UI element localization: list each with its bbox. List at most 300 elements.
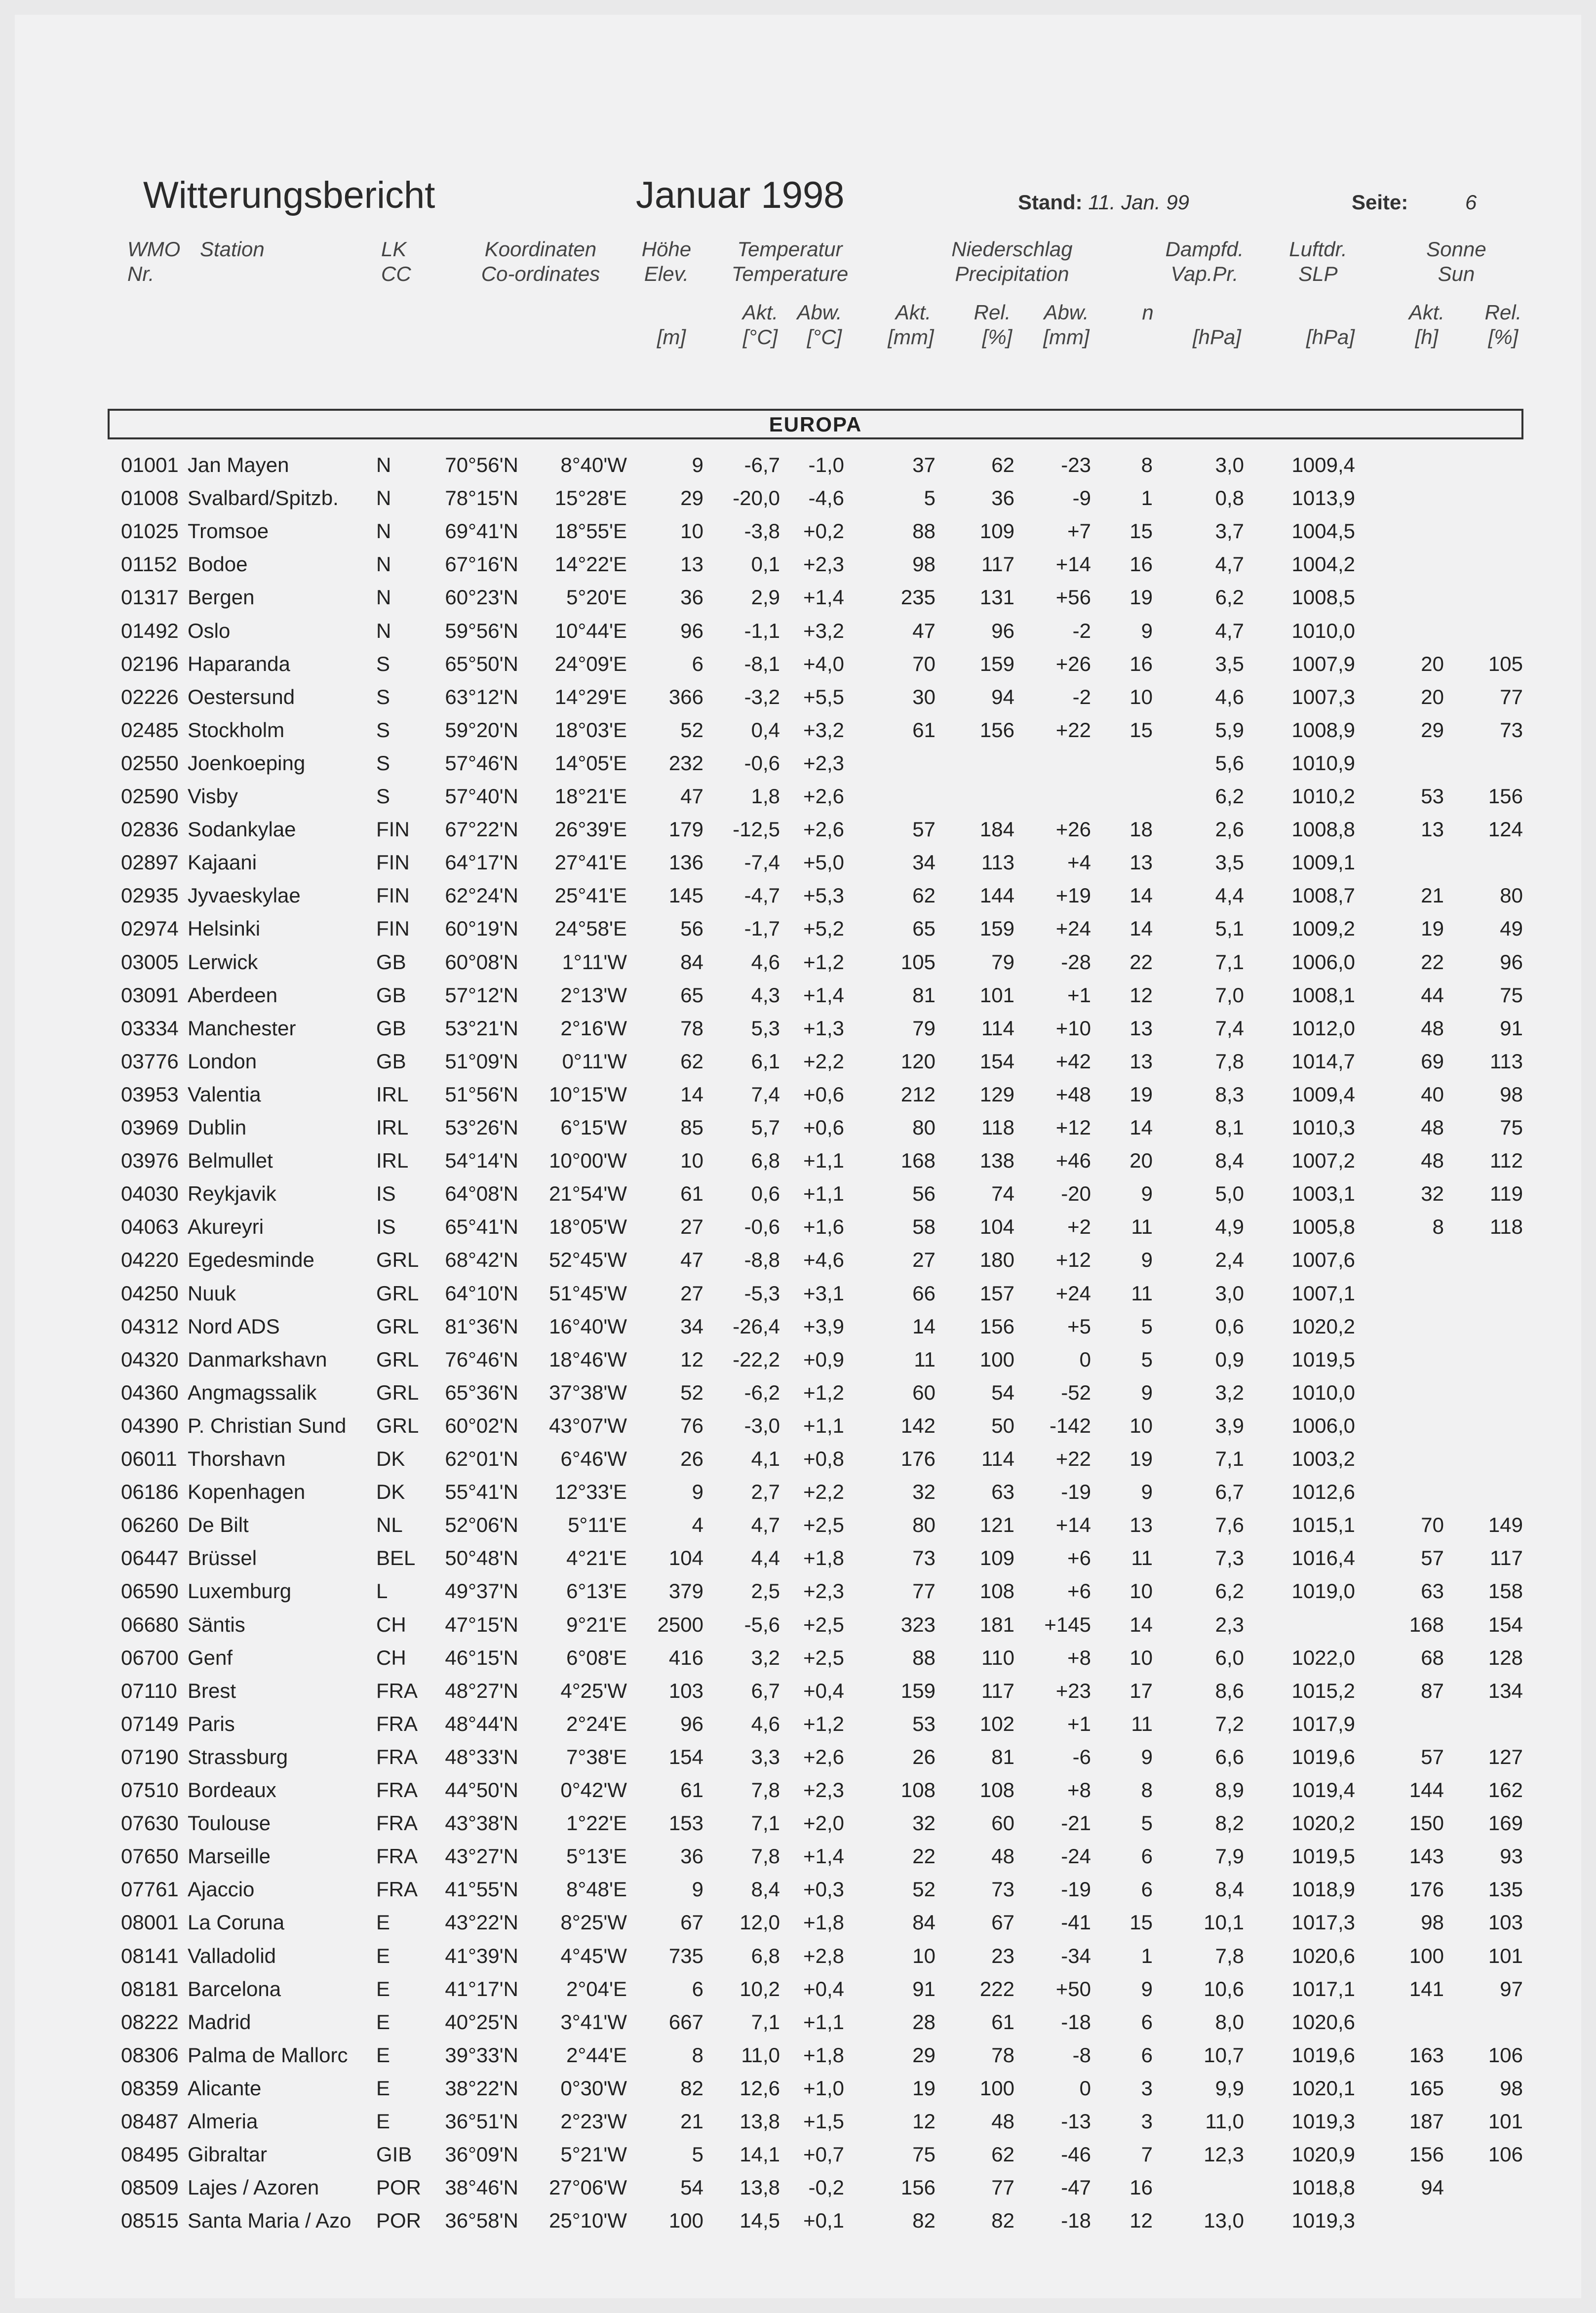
country-code: E	[376, 1977, 390, 2000]
country-code: FRA	[376, 1712, 418, 1735]
precip-actual: 80	[912, 1513, 935, 1537]
sun-relative: 75	[1500, 1116, 1523, 1139]
col-dampfd: Dampfd.	[1165, 237, 1244, 261]
station-name: Palma de Mallorc	[188, 2043, 348, 2067]
table-row	[0, 1712, 1596, 1745]
sun-hours: 44	[1421, 983, 1444, 1007]
latitude: 69°41'N	[445, 519, 518, 543]
sun-relative: 106	[1488, 2043, 1523, 2067]
elevation: 78	[680, 1016, 703, 1040]
sun-relative: 134	[1488, 1679, 1523, 1702]
wmo-number: 03976	[121, 1149, 179, 1173]
precip-actual: 80	[912, 1116, 935, 1139]
sea-level-pressure: 1005,8	[1291, 1215, 1355, 1239]
table-row	[0, 1844, 1596, 1878]
vapour-pressure: 5,6	[1215, 751, 1244, 775]
longitude: 12°33'E	[554, 1480, 627, 1504]
latitude: 57°40'N	[445, 784, 518, 808]
wmo-number: 02974	[121, 917, 179, 941]
latitude: 65°41'N	[445, 1215, 518, 1239]
temp-actual: 4,4	[751, 1546, 780, 1570]
elevation: 13	[680, 552, 703, 576]
table-row	[0, 1017, 1596, 1050]
station-name: Oestersund	[188, 685, 295, 708]
sun-hours: 165	[1409, 2076, 1444, 2100]
precip-relative: 159	[979, 917, 1014, 941]
temp-actual: 6,8	[751, 1944, 780, 1967]
temp-actual: 4,6	[751, 1712, 780, 1735]
station-name: Kopenhagen	[188, 1480, 306, 1504]
precip-relative: 102	[979, 1712, 1014, 1735]
elevation: 96	[680, 1712, 703, 1735]
temp-deviation: +0,4	[803, 1679, 844, 1702]
precip-relative: 48	[991, 1844, 1014, 1868]
wmo-number: 04320	[121, 1347, 179, 1371]
precip-relative: 94	[991, 685, 1014, 708]
precip-deviation: -142	[1049, 1413, 1091, 1437]
table-row	[0, 1778, 1596, 1811]
elevation: 153	[668, 1811, 703, 1835]
longitude: 0°42'W	[560, 1778, 627, 1802]
temp-actual: 10,2	[740, 1977, 780, 2000]
sun-relative: 101	[1488, 1944, 1523, 1967]
vapour-pressure: 3,5	[1215, 652, 1244, 675]
longitude: 3°41'W	[560, 2010, 627, 2034]
precip-days: 14	[1129, 917, 1153, 941]
precip-days: 9	[1141, 1182, 1153, 1206]
precip-actual: 156	[900, 2176, 935, 2199]
temp-deviation: +1,1	[803, 1182, 844, 1206]
table-row	[0, 2176, 1596, 2209]
station-name: Oslo	[188, 619, 231, 642]
longitude: 15°28'E	[554, 486, 627, 510]
wmo-number: 04312	[121, 1314, 179, 1338]
sea-level-pressure: 1010,9	[1291, 751, 1355, 775]
longitude: 26°39'E	[554, 818, 627, 841]
sun-hours: 48	[1421, 1116, 1444, 1139]
temp-deviation: +3,1	[803, 1281, 844, 1305]
precip-relative: 77	[991, 2176, 1014, 2199]
sun-relative: 96	[1500, 950, 1523, 974]
elevation: 103	[668, 1679, 703, 1702]
sun-relative: 49	[1500, 917, 1523, 941]
precip-actual: 22	[912, 1844, 935, 1868]
latitude: 57°12'N	[445, 983, 518, 1007]
longitude: 2°23'W	[560, 2110, 627, 2133]
station-name: Bordeaux	[188, 1778, 276, 1802]
temp-deviation: +0,7	[803, 2143, 844, 2166]
temp-actual: -3,8	[744, 519, 780, 543]
precip-days: 10	[1129, 685, 1153, 708]
temp-deviation: +5,0	[803, 851, 844, 874]
precip-days: 9	[1141, 1480, 1153, 1504]
longitude: 6°46'W	[560, 1447, 627, 1470]
col-prec-rel-unit: [%]	[982, 325, 1012, 349]
precip-deviation: +1	[1067, 983, 1091, 1007]
precip-deviation: -9	[1072, 486, 1091, 510]
longitude: 16°40'W	[549, 1314, 627, 1338]
latitude: 41°55'N	[445, 1878, 518, 1901]
sea-level-pressure: 1008,1	[1291, 983, 1355, 1007]
temp-deviation: +2,3	[803, 751, 844, 775]
longitude: 4°25'W	[560, 1679, 627, 1702]
temp-actual: -3,0	[744, 1413, 780, 1437]
temp-actual: 6,1	[751, 1049, 780, 1073]
temp-actual: -6,7	[744, 453, 780, 476]
longitude: 2°44'E	[566, 2043, 627, 2067]
table-row	[0, 1215, 1596, 1248]
precip-deviation: -18	[1061, 2010, 1091, 2034]
temp-actual: 0,4	[751, 718, 780, 742]
col-temp-akt-unit: [°C]	[742, 325, 778, 349]
sea-level-pressure: 1009,4	[1291, 453, 1355, 476]
precip-relative: 181	[979, 1612, 1014, 1636]
sun-hours: 20	[1421, 685, 1444, 708]
temp-actual: 8,4	[751, 1878, 780, 1901]
vapour-pressure: 5,9	[1215, 718, 1244, 742]
sea-level-pressure: 1017,9	[1291, 1712, 1355, 1735]
precip-relative: 222	[979, 1977, 1014, 2000]
precip-days: 16	[1129, 652, 1153, 675]
vapour-pressure: 8,1	[1215, 1116, 1244, 1139]
country-code: GB	[376, 1016, 406, 1040]
temp-actual: 3,2	[751, 1646, 780, 1669]
latitude: 62°01'N	[445, 1447, 518, 1470]
precip-deviation: -18	[1061, 2209, 1091, 2233]
elevation: 84	[680, 950, 703, 974]
precip-deviation: +12	[1055, 1248, 1091, 1272]
elevation: 136	[668, 851, 703, 874]
vapour-pressure: 8,0	[1215, 2010, 1244, 2034]
longitude: 2°13'W	[560, 983, 627, 1007]
country-code: GB	[376, 950, 406, 974]
precip-relative: 79	[991, 950, 1014, 974]
precip-deviation: +10	[1055, 1016, 1091, 1040]
precip-deviation: +50	[1055, 1977, 1091, 2000]
table-row	[0, 718, 1596, 751]
temp-actual: 4,3	[751, 983, 780, 1007]
precip-deviation: +24	[1055, 917, 1091, 941]
station-name: Reykjavik	[188, 1182, 276, 1206]
report-month: Januar 1998	[636, 174, 845, 216]
sea-level-pressure: 1017,3	[1291, 1911, 1355, 1934]
precip-relative: 110	[981, 1646, 1014, 1669]
precip-deviation: +14	[1055, 1513, 1091, 1537]
country-code: N	[376, 519, 391, 543]
station-name: Santa Maria / Azo	[188, 2209, 351, 2233]
col-prec-akt-unit: [mm]	[888, 325, 934, 349]
vapour-pressure: 3,0	[1215, 1281, 1244, 1305]
latitude: 38°46'N	[445, 2176, 518, 2199]
latitude: 65°50'N	[445, 652, 518, 675]
precip-deviation: 0	[1079, 1347, 1091, 1371]
latitude: 78°15'N	[445, 486, 518, 510]
latitude: 39°33'N	[445, 2043, 518, 2067]
wmo-number: 04360	[121, 1380, 179, 1404]
vapour-pressure: 7,8	[1215, 1944, 1244, 1967]
elevation: 62	[680, 1049, 703, 1073]
col-prec-abw: Abw.	[1044, 301, 1089, 324]
vapour-pressure: 5,0	[1215, 1182, 1244, 1206]
station-name: Brest	[188, 1679, 236, 1702]
precip-deviation: +22	[1055, 718, 1091, 742]
latitude: 36°58'N	[445, 2209, 518, 2233]
precip-actual: 10	[912, 1944, 935, 1967]
station-name: Ajaccio	[188, 1878, 255, 1901]
precip-relative: 23	[991, 1944, 1014, 1967]
precip-days: 12	[1129, 983, 1153, 1007]
precip-actual: 79	[912, 1016, 935, 1040]
vapour-pressure: 7,1	[1215, 1447, 1244, 1470]
elevation: 52	[680, 1380, 703, 1404]
col-station: Station	[200, 237, 265, 261]
elevation: 9	[692, 1480, 703, 1504]
col-vap-unit: [hPa]	[1192, 325, 1242, 349]
latitude: 41°39'N	[445, 1944, 518, 1967]
precip-actual: 12	[912, 2110, 935, 2133]
temp-deviation: +2,6	[803, 818, 844, 841]
precip-days: 9	[1141, 619, 1153, 642]
longitude: 14°29'E	[554, 685, 627, 708]
wmo-number: 02196	[121, 652, 179, 675]
precip-days: 16	[1129, 552, 1153, 576]
longitude: 2°16'W	[560, 1016, 627, 1040]
wmo-number: 03005	[121, 950, 179, 974]
longitude: 5°21'W	[560, 2143, 627, 2166]
precip-days: 5	[1141, 1811, 1153, 1835]
vapour-pressure: 11,0	[1205, 2110, 1244, 2133]
table-row	[0, 851, 1596, 884]
wmo-number: 02836	[121, 818, 179, 841]
vapour-pressure: 2,4	[1215, 1248, 1244, 1272]
sea-level-pressure: 1008,8	[1291, 818, 1355, 841]
temp-actual: -20,0	[733, 486, 780, 510]
elevation: 29	[680, 486, 703, 510]
longitude: 0°30'W	[560, 2076, 627, 2100]
temp-deviation: +2,0	[803, 1811, 844, 1835]
temp-actual: 7,8	[751, 1844, 780, 1868]
latitude: 59°56'N	[445, 619, 518, 642]
longitude: 27°41'E	[554, 851, 627, 874]
precip-relative: 117	[981, 1679, 1014, 1702]
sun-hours: 53	[1421, 784, 1444, 808]
temp-deviation: +0,4	[803, 1977, 844, 2000]
temp-deviation: +1,2	[803, 1380, 844, 1404]
wmo-number: 01008	[121, 486, 179, 510]
temp-deviation: +0,6	[803, 1082, 844, 1106]
vapour-pressure: 8,3	[1215, 1082, 1244, 1106]
precip-days: 11	[1131, 1281, 1153, 1305]
latitude: 49°37'N	[445, 1579, 518, 1603]
precip-relative: 113	[981, 851, 1014, 874]
latitude: 36°09'N	[445, 2143, 518, 2166]
vapour-pressure: 7,3	[1215, 1546, 1244, 1570]
vapour-pressure: 4,7	[1215, 619, 1244, 642]
wmo-number: 08306	[121, 2043, 179, 2067]
table-row	[0, 1878, 1596, 1911]
elevation: 47	[680, 1248, 703, 1272]
sea-level-pressure: 1008,9	[1291, 718, 1355, 742]
longitude: 27°06'W	[549, 2176, 627, 2199]
latitude: 43°38'N	[445, 1811, 518, 1835]
sun-relative: 169	[1488, 1811, 1523, 1835]
precip-relative: 156	[979, 1314, 1014, 1338]
sun-hours: 168	[1409, 1612, 1444, 1636]
precip-actual: 91	[912, 1977, 935, 2000]
table-row	[0, 884, 1596, 917]
precip-relative: 60	[991, 1811, 1014, 1835]
vapour-pressure: 10,6	[1204, 1977, 1244, 2000]
sea-level-pressure: 1015,2	[1291, 1679, 1355, 1702]
country-code: FRA	[376, 1878, 418, 1901]
precip-deviation: -41	[1061, 1911, 1091, 1934]
precip-relative: 138	[979, 1149, 1014, 1173]
precip-actual: 159	[900, 1679, 935, 1702]
country-code: POR	[376, 2209, 422, 2233]
wmo-number: 08001	[121, 1911, 179, 1934]
temp-actual: 0,1	[751, 552, 780, 576]
longitude: 1°11'W	[562, 950, 627, 974]
table-row	[0, 784, 1596, 818]
wmo-number: 01025	[121, 519, 179, 543]
elevation: 9	[692, 453, 703, 476]
station-name: Egedesminde	[188, 1248, 314, 1272]
station-name: Dublin	[188, 1116, 247, 1139]
sun-hours: 20	[1421, 652, 1444, 675]
col-prec-abw-unit: [mm]	[1043, 325, 1090, 349]
precip-actual: 37	[912, 453, 935, 476]
country-code: POR	[376, 2176, 422, 2199]
precip-relative: 100	[979, 2076, 1014, 2100]
precip-relative: 104	[979, 1215, 1014, 1239]
longitude: 25°10'W	[549, 2209, 627, 2233]
longitude: 10°00'W	[549, 1149, 627, 1173]
precip-relative: 114	[981, 1016, 1014, 1040]
elevation: 27	[680, 1215, 703, 1239]
precip-days: 17	[1129, 1679, 1153, 1702]
temp-deviation: +2,8	[803, 1944, 844, 1967]
table-row	[0, 619, 1596, 652]
temp-actual: -0,6	[744, 1215, 780, 1239]
station-name: Haparanda	[188, 652, 290, 675]
country-code: FRA	[376, 1778, 418, 1802]
col-slp-unit: [hPa]	[1306, 325, 1355, 349]
sun-relative: 124	[1488, 818, 1523, 841]
precip-deviation: +26	[1055, 818, 1091, 841]
wmo-number: 06186	[121, 1480, 179, 1504]
latitude: 46°15'N	[445, 1646, 518, 1669]
table-row	[0, 586, 1596, 619]
sun-relative: 103	[1488, 1911, 1523, 1934]
temp-deviation: +0,1	[803, 2209, 844, 2233]
temp-deviation: +0,8	[803, 1447, 844, 1470]
temp-actual: 12,0	[740, 1911, 780, 1934]
longitude: 52°45'W	[549, 1248, 627, 1272]
precip-deviation: +26	[1055, 652, 1091, 675]
temp-actual: -22,2	[733, 1347, 780, 1371]
country-code: S	[376, 652, 390, 675]
precip-days: 13	[1129, 1049, 1153, 1073]
precip-relative: 131	[979, 586, 1014, 609]
precip-deviation: -47	[1061, 2176, 1091, 2199]
wmo-number: 08359	[121, 2076, 179, 2100]
wmo-number: 07190	[121, 1745, 179, 1768]
temp-actual: -3,2	[744, 685, 780, 708]
sea-level-pressure: 1007,9	[1291, 652, 1355, 675]
sun-hours: 63	[1421, 1579, 1444, 1603]
elevation: 10	[680, 1149, 703, 1173]
sun-hours: 144	[1409, 1778, 1444, 1802]
station-name: Luxemburg	[188, 1579, 292, 1603]
vapour-pressure: 6,2	[1215, 784, 1244, 808]
table-row	[0, 1944, 1596, 1977]
precip-deviation: -2	[1072, 685, 1091, 708]
wmo-number: 06590	[121, 1579, 179, 1603]
precip-actual: 61	[912, 718, 935, 742]
sun-hours: 94	[1421, 2176, 1444, 2199]
precip-relative: 101	[979, 983, 1014, 1007]
latitude: 64°17'N	[445, 851, 518, 874]
elevation: 96	[680, 619, 703, 642]
table-row	[0, 950, 1596, 983]
precip-actual: 81	[912, 983, 935, 1007]
latitude: 60°08'N	[445, 950, 518, 974]
temp-deviation: +1,1	[803, 1413, 844, 1437]
wmo-number: 08515	[121, 2209, 179, 2233]
sun-hours: 68	[1421, 1646, 1444, 1669]
station-name: Helsinki	[188, 917, 261, 941]
elevation: 2500	[657, 1612, 703, 1636]
col-coordinates: Co-ordinates	[481, 262, 600, 285]
table-row	[0, 486, 1596, 519]
country-code: FIN	[376, 851, 410, 874]
vapour-pressure: 3,5	[1215, 851, 1244, 874]
temp-deviation: +4,0	[803, 652, 844, 675]
temp-deviation: +3,2	[803, 619, 844, 642]
temp-deviation: +1,0	[803, 2076, 844, 2100]
longitude: 25°41'E	[554, 884, 627, 907]
wmo-number: 06447	[121, 1546, 179, 1570]
precip-days: 14	[1129, 1612, 1153, 1636]
longitude: 18°55'E	[554, 519, 627, 543]
stand-date	[1018, 191, 1189, 214]
table-row	[0, 1282, 1596, 1315]
table-row	[0, 2110, 1596, 2143]
station-name: Säntis	[188, 1612, 245, 1636]
precip-relative: 74	[991, 1182, 1014, 1206]
table-row	[0, 652, 1596, 685]
country-code: N	[376, 453, 391, 476]
temp-deviation: +0,6	[803, 1116, 844, 1139]
temp-actual: 5,3	[751, 1016, 780, 1040]
precip-deviation: +19	[1055, 884, 1091, 907]
wmo-number: 06260	[121, 1513, 179, 1537]
col-temp-abw: Abw.	[797, 301, 842, 324]
sun-hours: 87	[1421, 1679, 1444, 1702]
precip-days: 9	[1141, 1248, 1153, 1272]
sea-level-pressure: 1019,6	[1291, 2043, 1355, 2067]
col-precipitation: Precipitation	[955, 262, 1069, 285]
vapour-pressure: 6,2	[1215, 1579, 1244, 1603]
sun-hours: 163	[1409, 2043, 1444, 2067]
latitude: 54°14'N	[445, 1149, 518, 1173]
precip-actual: 62	[912, 884, 935, 907]
precip-deviation: -34	[1061, 1944, 1091, 1967]
sea-level-pressure: 1017,1	[1291, 1977, 1355, 2000]
wmo-number: 01001	[121, 453, 179, 476]
precip-actual: 29	[912, 2043, 935, 2067]
precip-deviation: -8	[1072, 2043, 1091, 2067]
